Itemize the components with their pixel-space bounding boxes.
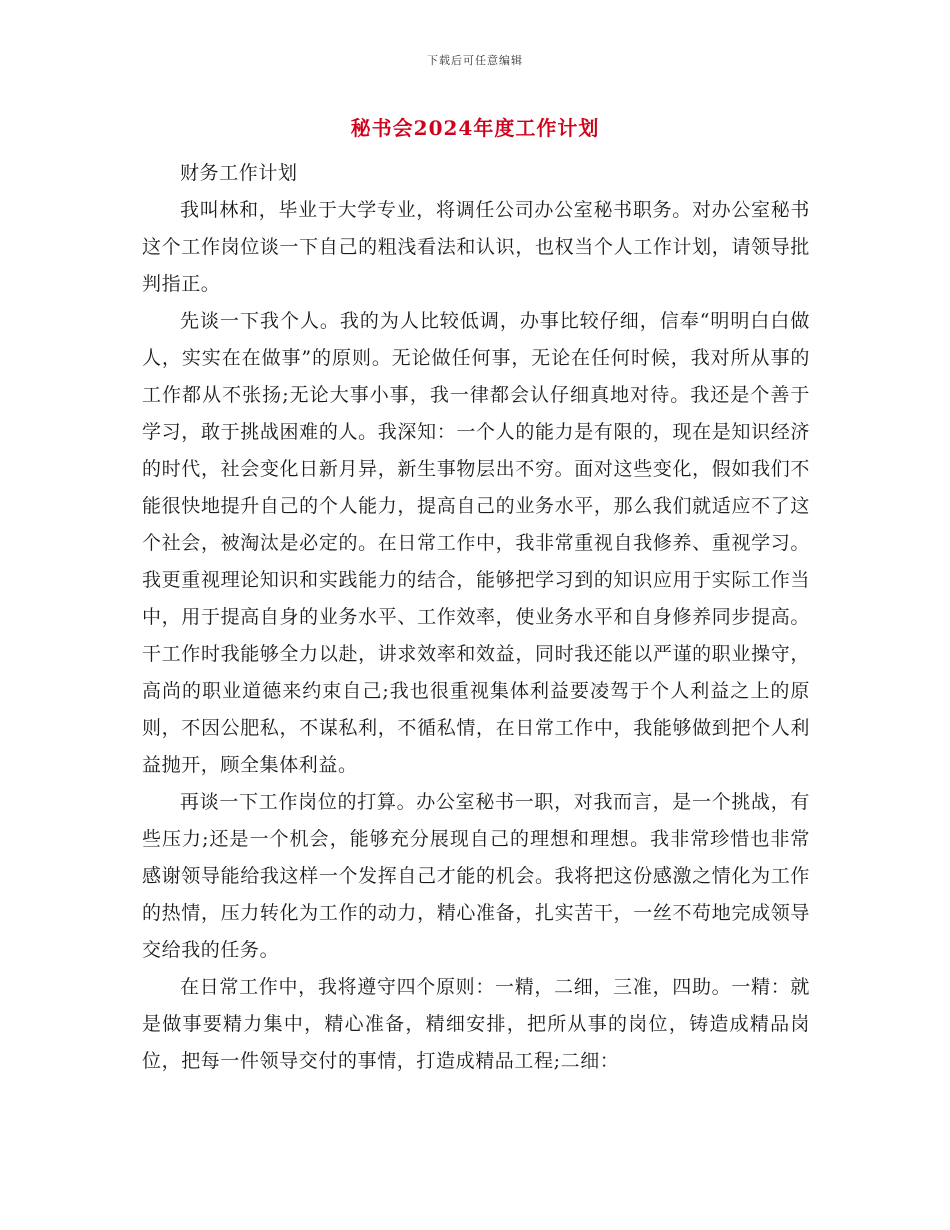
document-body — [142, 155, 810, 1080]
paragraph-intro: 我叫林和，毕业于大学专业，将调任公司办公室秘书职务。对办公室秘书这个工作岗位谈一下自己的粗浅看法和认识，也权当个人工作计划，请领导批判指正。 — [142, 199, 810, 295]
paragraph-personal: 先谈一下我个人。我的为人比较低调，办事比较仔细，信奉“明明白白做人，实实在在做事”的原则。无论做任何事，无论在任何时候，我对所从事的工作都从不张扬;无论大事小事，我一律都会认仔细真地对待。我还是个善于学习，敢于挑战困难的人。我深知：一个人的能力是有限的，现在是知识经济的时代，社会变化日新月异，新生事物层出不穷。面对这些变化，假如我们不能很快地提升自己的个人能力，提高自己的业务水平，那么我们就适应不了这个社会，被淘汰是必定的。在日常工作中，我非常重视自我修养、重视学习。我更重视理论知识和实践能力的结合，能够把学习到的知识应用于实际工作当中，用于提高自身的业务水平、工作效率，使业务水平和自身修养同步提高。干工作时我能够全力以赴，讲求效率和效益，同时我还能以严谨的职业操守，高尚的职业道德来约束自己;我也很重视集体利益要凌驾于个人利益之上的原则，不因公肥私，不谋私利，不循私情，在日常工作中，我能够做到把个人利益抛开，顾全集体利益。 — [142, 310, 810, 776]
document-title: 秘书会2024年度工作计划 — [350, 116, 600, 140]
header-note: 下载后可任意编辑 — [427, 54, 523, 67]
paragraph-job-plan: 再谈一下工作岗位的打算。办公室秘书一职，对我而言，是一个挑战，有些压力;还是一个机会，能够充分展现自己的理想和理想。我非常珍惜也非常感谢领导能给我这样一个发挥自己才能的机会。我将把这份感激之情化为工作的热情，压力转化为工作的动力，精心准备，扎实苦干，一丝不苟地完成领导交给我的任务。 — [142, 791, 810, 961]
paragraph-principles: 在日常工作中，我将遵守四个原则：一精，二细，三准，四助。一精：就是做事要精力集中，精心准备，精细安排，把所从事的岗位，铸造成精品岗位，把每一件领导交付的事情，打造成精品工程;二细： — [142, 976, 810, 1072]
paragraph-subheading: 财务工作计划 — [180, 162, 298, 184]
